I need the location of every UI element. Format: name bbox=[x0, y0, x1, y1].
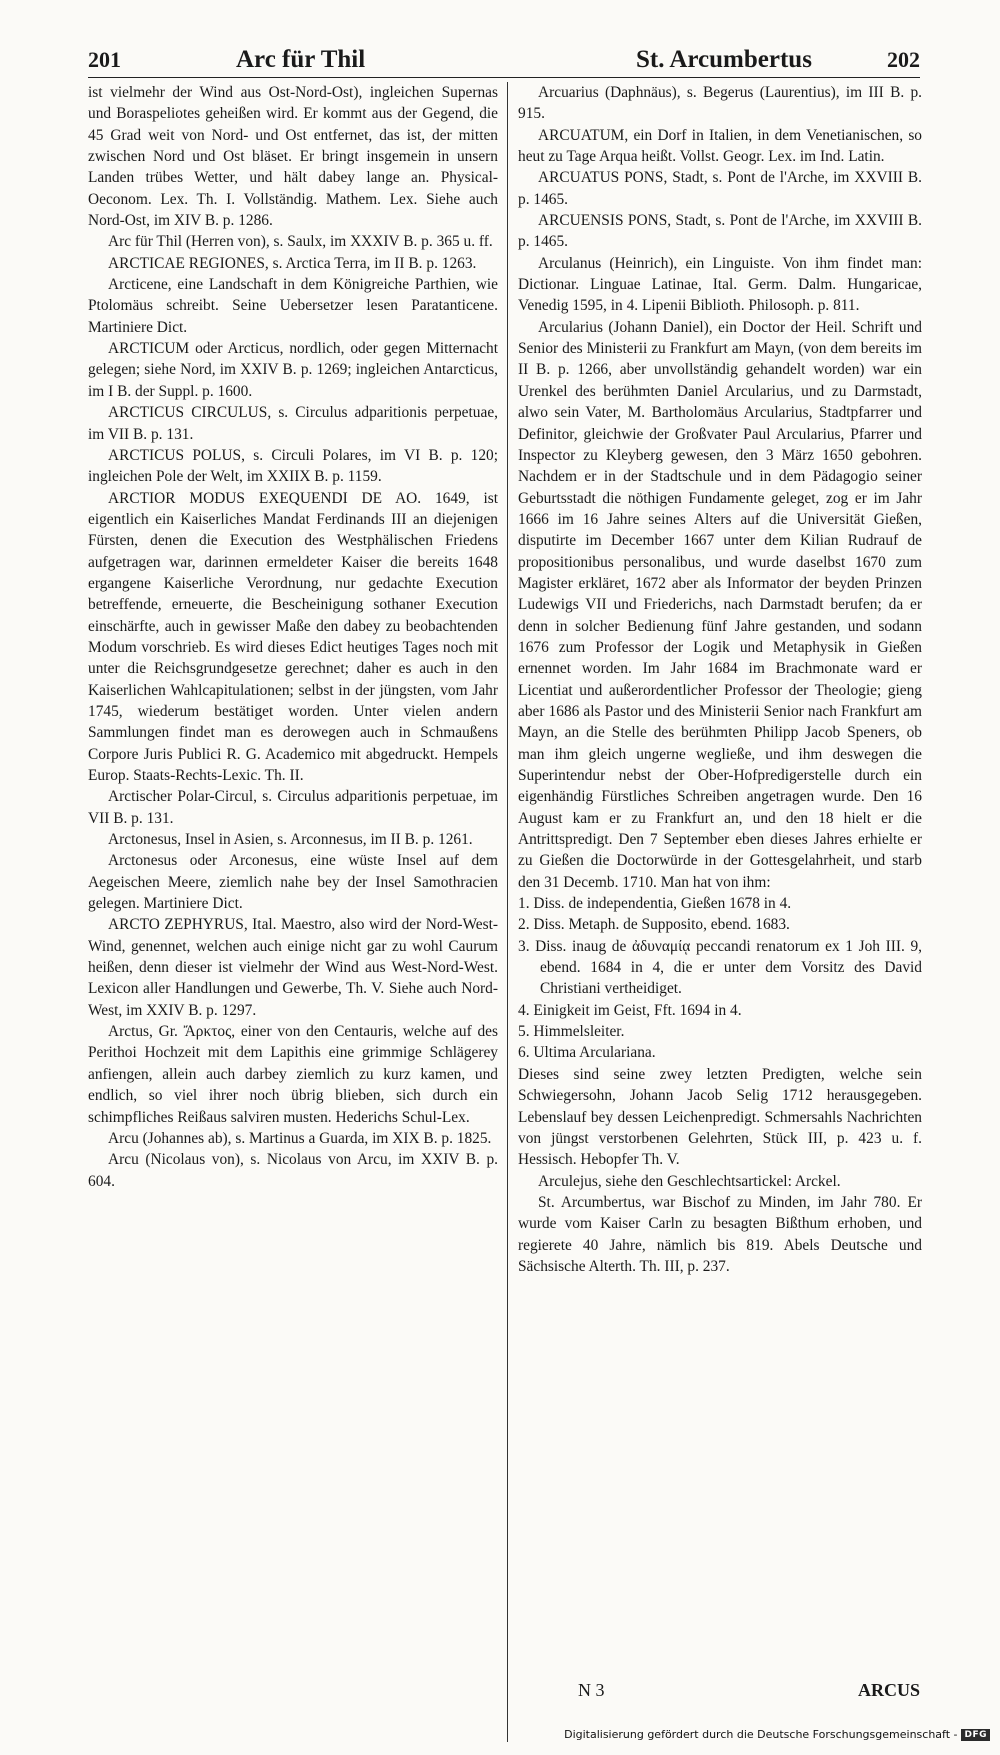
list-item: 6. Ultima Arculariana. bbox=[518, 1044, 656, 1062]
entry-paragraph: ARCTIOR MODUS EXEQUENDI DE AO. 1649, ist eigentlich ein Kaiserliches Mandat Ferdinands III an diejenigen Fürsten, denen die Execution des Westphälischen Friedens aufgetragen war, darinnen ermeldeter Kaiser die bereits 1648 ergangene Kaiserliche Verordnung, nur gedachte Execution betreffende, erneuerte, die Bescheinigung sothaner Execution einschärfte, auch in gewisser Maße den dabey zu beobachtenden Modum vorschrieb. Es wird dieses Edict heutiges Tages noch mit unter die Reichsgrundgesetze gerechnet; daher es auch in den Kaiserlichen Wahlcapitulationen; selbst in der jüngsten, vom Jahr 1745, wiederum bestätiget worden. Unter vielen andern Sammlungen findet man es derowegen auch in Schmaußens Corpore Juris Publici R. G. Academico mit abgedruckt. Hempels Europ. Staats-Rechts-Lexic. Th. II. bbox=[88, 489, 498, 784]
header-rule bbox=[88, 77, 920, 78]
works-list bbox=[518, 893, 922, 1064]
entry-paragraph: ARCUENSIS PONS, Stadt, s. Pont de l'Arche, im XXVIII B. p. 1465. bbox=[518, 212, 922, 251]
page-footer bbox=[88, 1680, 920, 1706]
entry-paragraph: Arctonesus, Insel in Asien, s. Arconnesus, im II B. p. 1261. bbox=[108, 831, 473, 849]
entry-paragraph: ist vielmehr der Wind aus Ost-Nord-Ost), ingleichen Supernas und Boraspeliotes geheißen wird. Er kommt aus der Gegend, die 45 Grad weit von Nord- und Ost entfernet, das ist, der mitten zwischen Nord und Ost bläset. Er bringt insgemein in unsern Landen trübes Wetter, und hält dabey lange an. Physical-Oeconom. Lex. Th. I. Vollständig. Mathem. Lex. Siehe auch Nord-Ost, im XIV B. p. 1286. bbox=[88, 84, 498, 230]
entry-paragraph: Arcularius (Johann Daniel), ein Doctor der Heil. Schrift und Senior des Ministerii zu Frankfurt am Mayn, (von dem bereits im II B. p. 1266, aber unvollständig gehandelt worden) war ein Urenkel des berühmten Daniel Arcularius, und zu Darmstadt, alwo sein Vater, M. Bartholomäus Arcularius, Stadtpfarrer und Definitor, gleichwie der Großvater Paul Arcularius, Pfarrer und Inspector zu Kleyberg gewesen, den 3 März 1650 gebohren. Nachdem er in der Stadtschule und in dem Pädagogio seiner Geburtsstadt die nöthigen Fundamente geleget, zog er im Jahr 1666 im 16 Jahre seines Alters auf die Universität Gießen, disputirte im December 1667 unter dem Kilian Rudrauf de propositionibus personalibus, und wurde daselbst 1670 zum Magister erkläret, 1672 aber als Informator der beyden Prinzen Ludewigs VII und Friederichs, nach Darmstadt berufen; da er denn in solcher Bedienung fünf Jahre gestanden, und sodann 1676 zum Professor der Logik und Metaphysik in Gießen ernennet worden. Im Jahr 1684 im Brachmonate ward er Licentiat und außerordentlicher Professor der Theologie; gieng aber 1686 als Pastor und des Ministerii Senior nach Frankfurt am Mayn, an die Stelle des berühmten Philipp Jacob Speners, ob man ihm gleich ungerne wegließe, und ihm deswegen die Superintendur nebst der Ober-Hofpredigerstelle durch ein eigenhändig Fürstliches Schreiben angetragen wurde. Den 16 August kam er zu Frankfurt an, und den 18 hielt er die Antrittspredigt. Den 7 September eben dieses Jahres erhielte er zu Gießen die Doctorwürde in der Gottesgelahrheit, und starb den 31 Decemb. 1710. Man hat von ihm: bbox=[518, 318, 922, 891]
list-item: 3. Diss. inaug de ἀδυναμίᾳ peccandi renatorum ex 1 Joh III. 9, ebend. 1684 in 4, die er unter dem Vorsitz des David Christiani vertheidiget. bbox=[518, 937, 922, 998]
list-item: 5. Himmelsleiter. bbox=[518, 1023, 625, 1041]
page-header bbox=[88, 44, 920, 76]
entry-paragraph: ARCTICAE REGIONES, s. Arctica Terra, im II B. p. 1263. bbox=[108, 254, 477, 272]
entry-paragraph: Arc für Thil (Herren von), s. Saulx, im XXXIV B. p. 365 u. ff. bbox=[108, 233, 493, 251]
entry-paragraph: ARCTICUS POLUS, s. Circuli Polares, im VI B. p. 120; ingleichen Pole der Welt, im XXIIX B. p. 1159. bbox=[88, 446, 498, 486]
left-page-number: 201 bbox=[88, 47, 121, 72]
signature-mark: N 3 bbox=[578, 1680, 605, 1700]
entry-paragraph: ARCTICUM oder Arcticus, nordlich, oder gegen Mitternacht gelegen; siehe Nord, im XXIV B. p. 1269; ingleichen Antarcticus, im I B. der Suppl. p. 1600. bbox=[88, 340, 498, 400]
entry-paragraph: Arculanus (Heinrich), ein Linguiste. Von ihm findet man: Dictionar. Linguae Latinae, Ital. Germ. Dalm. Hungaricae, Venedig 1595, in 4. Lipenii Biblioth. Philosoph. p. 811. bbox=[518, 254, 922, 315]
left-column bbox=[88, 82, 498, 1192]
left-running-title: Arc für Thil bbox=[236, 46, 366, 73]
list-item: 1. Diss. de independentia, Gießen 1678 in 4. bbox=[518, 895, 792, 913]
right-running-title: St. Arcumbertus bbox=[636, 46, 812, 73]
entry-paragraph: Arctus, Gr. Ἄρκτος, einer von den Centauris, welche auf des Perithoi Hochzeit mit dem Lapithis eine grimmige Schlägerey anfiengen, allein auch darbey ziemlich zu kurz kamen, und endlich, so viel ihrer noch übrig blieben, sich durch ein schimpfliches Reißaus salviren musten. Hederichs Schul-Lex. bbox=[88, 1023, 498, 1126]
column-divider bbox=[507, 82, 508, 1742]
entry-paragraph: ARCUATUS PONS, Stadt, s. Pont de l'Arche, im XXVIII B. p. 1465. bbox=[518, 169, 922, 208]
entry-paragraph: Arcu (Nicolaus von), s. Nicolaus von Arcu, im XXIV B. p. 604. bbox=[88, 1151, 498, 1190]
entry-paragraph: Dieses sind seine zwey letzten Predigten, welche sein Schwiegersohn, Johann Jacob Selig 1712 herausgegeben. Lebenslauf bey dessen Leichenpredigt. Schmersahls Nachrichten von jüngst verstorbenen Gelehrten, Stück III, p. 423 u. f. Hessisch. Hebopfer Th. V. bbox=[518, 1065, 922, 1169]
right-page-number: 202 bbox=[887, 47, 920, 72]
right-column bbox=[518, 82, 922, 1277]
entry-paragraph: Arcuarius (Daphnäus), s. Begerus (Laurentius), im III B. p. 915. bbox=[518, 84, 922, 123]
catchword: ARCUS bbox=[857, 1680, 920, 1700]
list-item: 2. Diss. Metaph. de Supposito, ebend. 1683. bbox=[518, 916, 790, 934]
entry-paragraph: Arculejus, siehe den Geschlechtsartickel: Arckel. bbox=[538, 1172, 841, 1190]
entry-paragraph: ARCUATUM, ein Dorf in Italien, in dem Venetianischen, so heut zu Tage Arqua heißt. Vollst. Geogr. Lex. im Ind. Latin. bbox=[518, 126, 922, 166]
list-item: 4. Einigkeit im Geist, Fft. 1694 in 4. bbox=[518, 1001, 742, 1019]
entry-paragraph: ARCTO ZEPHYRUS, Ital. Maestro, also wird der Nord-West-Wind, genennet, welchen auch einige nicht gar zu wohl Caurum heißen, denn dieser ist vielmehr der Wind aus West-Nord-West. Lexicon aller Handlungen und Gewerbe, Th. V. Siehe auch Nord-West, im XXIV B. p. 1297. bbox=[88, 916, 498, 1019]
entry-paragraph: Arcu (Johannes ab), s. Martinus a Guarda, im XIX B. p. 1825. bbox=[108, 1129, 492, 1147]
entry-paragraph: Arcticene, eine Landschaft in dem Königreiche Parthien, wie Ptolomäus schreibt. Seine Uebersetzer lesen Paratanticene. Martiniere Dict. bbox=[88, 276, 498, 336]
digitization-credit bbox=[564, 1728, 990, 1741]
dfg-logo-icon: DFG bbox=[961, 1729, 990, 1741]
entry-paragraph: Arctischer Polar-Circul, s. Circulus adparitionis perpetuae, im VII B. p. 131. bbox=[88, 788, 498, 827]
credit-text: Digitalisierung gefördert durch die Deutsche Forschungsgemeinschaft - bbox=[564, 1728, 958, 1741]
entry-paragraph: ARCTICUS CIRCULUS, s. Circulus adparitionis perpetuae, im VII B. p. 131. bbox=[88, 404, 498, 443]
entry-paragraph: St. Arcumbertus, war Bischof zu Minden, im Jahr 780. Er wurde vom Kaiser Carln zu besagten Bißthum erhoben, und regierete 40 Jahre, nämlich bis 819. Abels Deutsche und Sächsische Alterth. Th. III, p. 237. bbox=[518, 1193, 922, 1275]
entry-paragraph: Arctonesus oder Arconesus, eine wüste Insel auf dem Aegeischen Meere, ziemlich nahe bey der Insel Samothracien gelegen. Martiniere Dict. bbox=[88, 852, 498, 913]
